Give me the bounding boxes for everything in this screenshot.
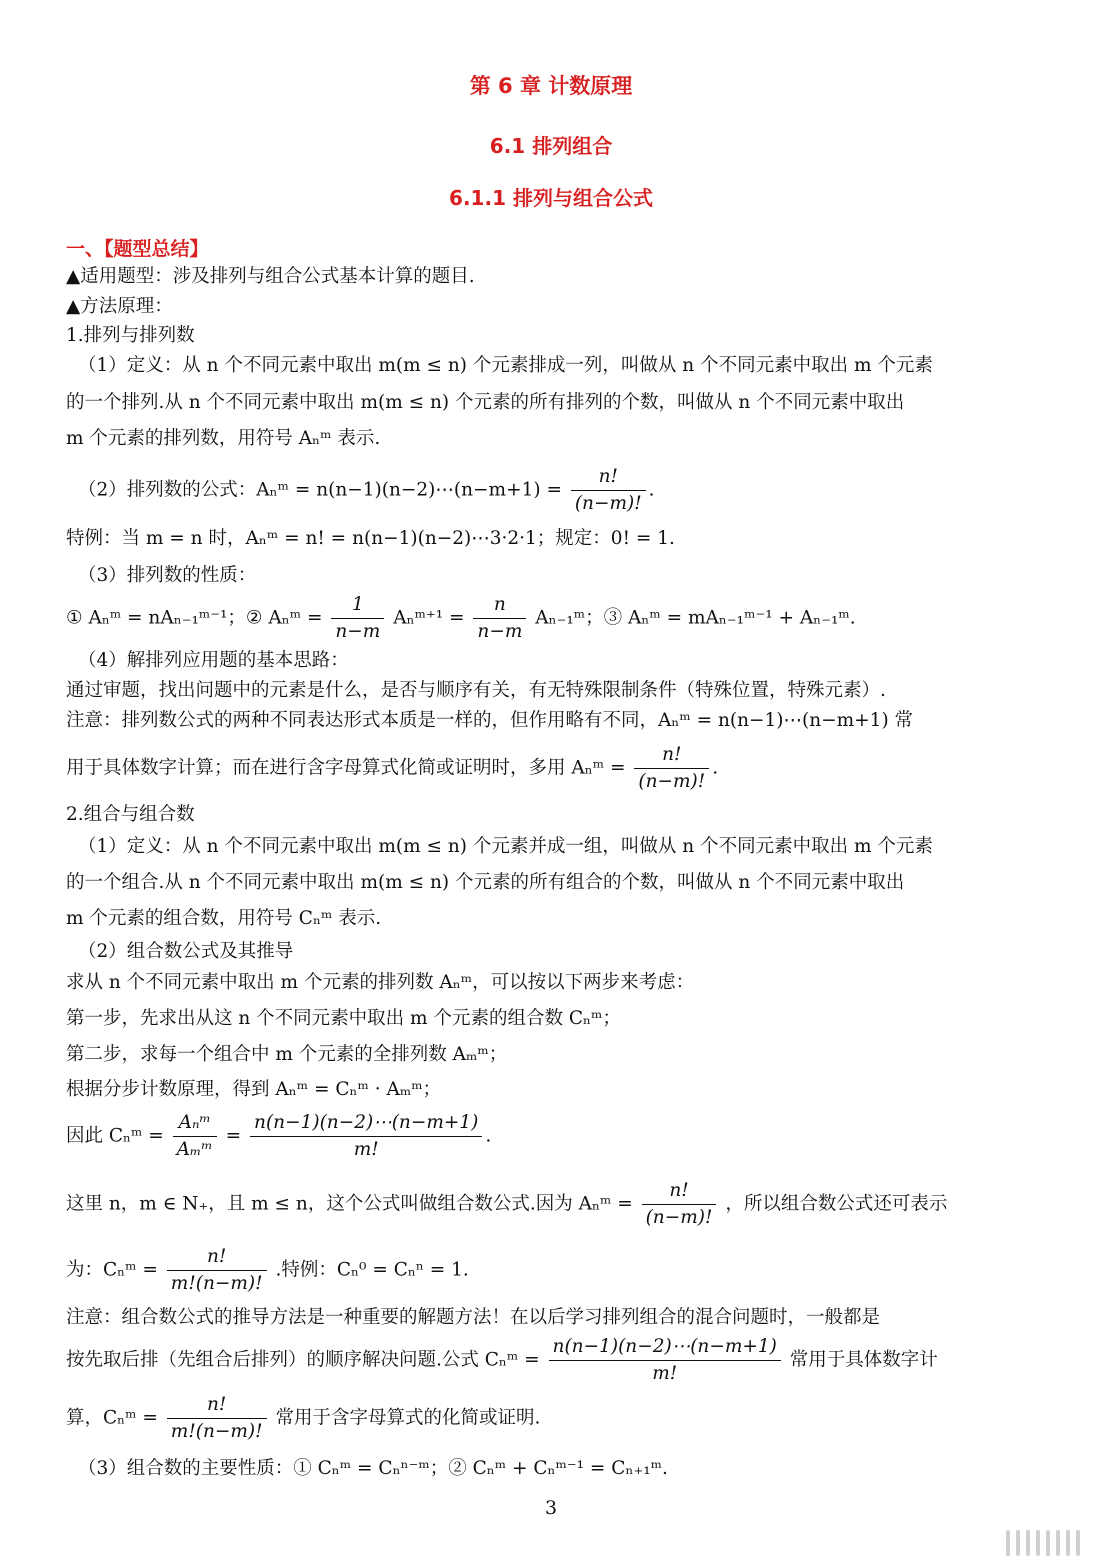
text-line: 这里 n，m ∈ N₊，且 m ≤ n，这个公式叫做组合数公式.因为 Aₙᵐ = $\frac{n!}{(n-m)!}$ ，所以组合数公式还可表示 xyxy=(66,1180,948,1229)
text-line: 第二步，求每一个组合中 m 个元素的全排列数 Aₘᵐ； xyxy=(66,1044,508,1065)
text-line: ▲适用题型：涉及排列与组合公式基本计算的题目. xyxy=(66,266,475,287)
watermark-bars xyxy=(1000,1530,1080,1560)
text-line: （2）组合数公式及其推导 xyxy=(78,941,294,962)
text-line: 特例：当 m = n 时，Aₙᵐ = n! = n(n−1)(n−2)⋯3·2·1；规定：0! = 1. xyxy=(66,528,675,549)
summary-heading: 一、【题型总结】 xyxy=(66,238,209,260)
text-line: 的一个组合.从 n 个不同元素中取出 m(m ≤ n) 个元素的所有组合的个数，叫做从 n 个不同元素中取出 xyxy=(66,872,905,893)
fraction: $\frac{n}{n-m}$ xyxy=(473,594,526,643)
text-line: 算，Cₙᵐ = $\frac{n!}{m!(n-m)!}$ 常用于含字母算式的化简或证明. xyxy=(66,1394,541,1443)
text-line: 按先取后排（先组合后排列）的顺序解决问题.公式 Cₙᵐ = $\frac{n(n-1)(n-2)\cdots(n-m+1)}{m!}$ 常用于具体数字计 xyxy=(66,1336,938,1385)
text-line: （3）组合数的主要性质：① Cₙᵐ = Cₙⁿ⁻ᵐ；② Cₙᵐ + Cₙᵐ⁻¹ = Cₙ₊₁ᵐ. xyxy=(78,1458,668,1479)
combination-formula: 因此 Cₙᵐ = $\frac{\text{Aₙᵐ}}{\text{Aₘᵐ}}$ = $\frac{n(n-1)(n-2)\cdots(n-m+1)}{m!}$ . xyxy=(66,1112,492,1161)
subsection-title: 6.1.1 排列与组合公式 xyxy=(449,186,653,210)
text-line: （4）解排列应用题的基本思路： xyxy=(78,650,349,671)
permutation-formula: （2）排列数的公式：Aₙᵐ = n(n−1)(n−2)⋯(n−m+1) = $\frac{n!}{(n-m)!}$ . xyxy=(78,466,655,515)
fraction: $\frac{1}{n-m}$ xyxy=(331,594,384,643)
text-line: 第一步，先求出从这 n 个不同元素中取出 m 个元素的组合数 Cₙᵐ； xyxy=(66,1008,621,1029)
text-line: 为：Cₙᵐ = $\frac{n!}{m!(n-m)!}$ .特例：Cₙ⁰ = Cₙⁿ = 1. xyxy=(66,1246,469,1295)
text-line: m 个元素的排列数，用符号 Aₙᵐ 表示. xyxy=(66,428,381,449)
fraction: $\frac{n!}{(n-m)!}$ xyxy=(642,1180,717,1229)
fraction: $\frac{n!}{(n-m)!}$ xyxy=(571,466,646,515)
fraction: $\frac{n(n-1)(n-2)\cdots(n-m+1)}{m!}$ xyxy=(549,1336,781,1385)
chapter-title: 第 6 章 计数原理 xyxy=(469,74,633,98)
permutation-properties: ① Aₙᵐ = nAₙ₋₁ᵐ⁻¹；② Aₙᵐ = $\frac{1}{n-m}$ Aₙᵐ⁺¹ = $\frac{n}{n-m}$ Aₙ₋₁ᵐ；③ Aₙᵐ = mAₙ₋₁ᵐ⁻¹ + Aₙ₋₁ᵐ. xyxy=(66,594,856,643)
note-line: 用于具体数字计算；而在进行含字母算式化简或证明时，多用 Aₙᵐ = $\frac{n!}{(n-m)!}$ . xyxy=(66,744,719,793)
fraction: $\frac{n!}{m!(n-m)!}$ xyxy=(167,1394,267,1443)
fraction: $\frac{n!}{m!(n-m)!}$ xyxy=(167,1246,267,1295)
section-title: 6.1 排列组合 xyxy=(489,134,613,158)
fraction: $\frac{n!}{(n-m)!}$ xyxy=(634,744,709,793)
text-line: （3）排列数的性质： xyxy=(78,565,257,586)
text-line: ▲方法原理： xyxy=(66,296,173,317)
fraction: $\frac{\text{Aₙᵐ}}{\text{Aₘᵐ}}$ xyxy=(173,1112,217,1161)
text-line: 的一个排列.从 n 个不同元素中取出 m(m ≤ n) 个元素的所有排列的个数，叫做从 n 个不同元素中取出 xyxy=(66,392,905,413)
text-line: 2.组合与组合数 xyxy=(66,804,195,825)
text-line: m 个元素的组合数，用符号 Cₙᵐ 表示. xyxy=(66,908,382,929)
text-line: 注意：组合数公式的推导方法是一种重要的解题方法！在以后学习排列组合的混合问题时，一般都是 xyxy=(66,1307,881,1328)
text-line: 求从 n 个不同元素中取出 m 个元素的排列数 Aₙᵐ，可以按以下两步来考虑： xyxy=(66,972,695,993)
text-line: 注意：排列数公式的两种不同表达形式本质是一样的，但作用略有不同，Aₙᵐ = n(n−1)⋯(n−m+1) 常 xyxy=(66,710,914,731)
text-line: 1.排列与排列数 xyxy=(66,325,195,346)
text-line: （1）定义：从 n 个不同元素中取出 m(m ≤ n) 个元素排成一列，叫做从 n 个不同元素中取出 m 个元素 xyxy=(78,355,933,376)
text-line: （1）定义：从 n 个不同元素中取出 m(m ≤ n) 个元素并成一组，叫做从 n 个不同元素中取出 m 个元素 xyxy=(78,836,933,857)
formula-text: （2）排列数的公式：Aₙᵐ = n(n−1)(n−2)⋯(n−m+1) = xyxy=(78,479,562,501)
text-line: 通过审题，找出问题中的元素是什么，是否与顺序有关，有无特殊限制条件（特殊位置，特殊元素）. xyxy=(66,680,886,701)
fraction: $\frac{n(n-1)(n-2)\cdots(n-m+1)}{m!}$ xyxy=(250,1112,482,1161)
text-line: 根据分步计数原理，得到 Aₙᵐ = Cₙᵐ · Aₘᵐ； xyxy=(66,1079,442,1100)
page-number: 3 xyxy=(544,1497,558,1519)
